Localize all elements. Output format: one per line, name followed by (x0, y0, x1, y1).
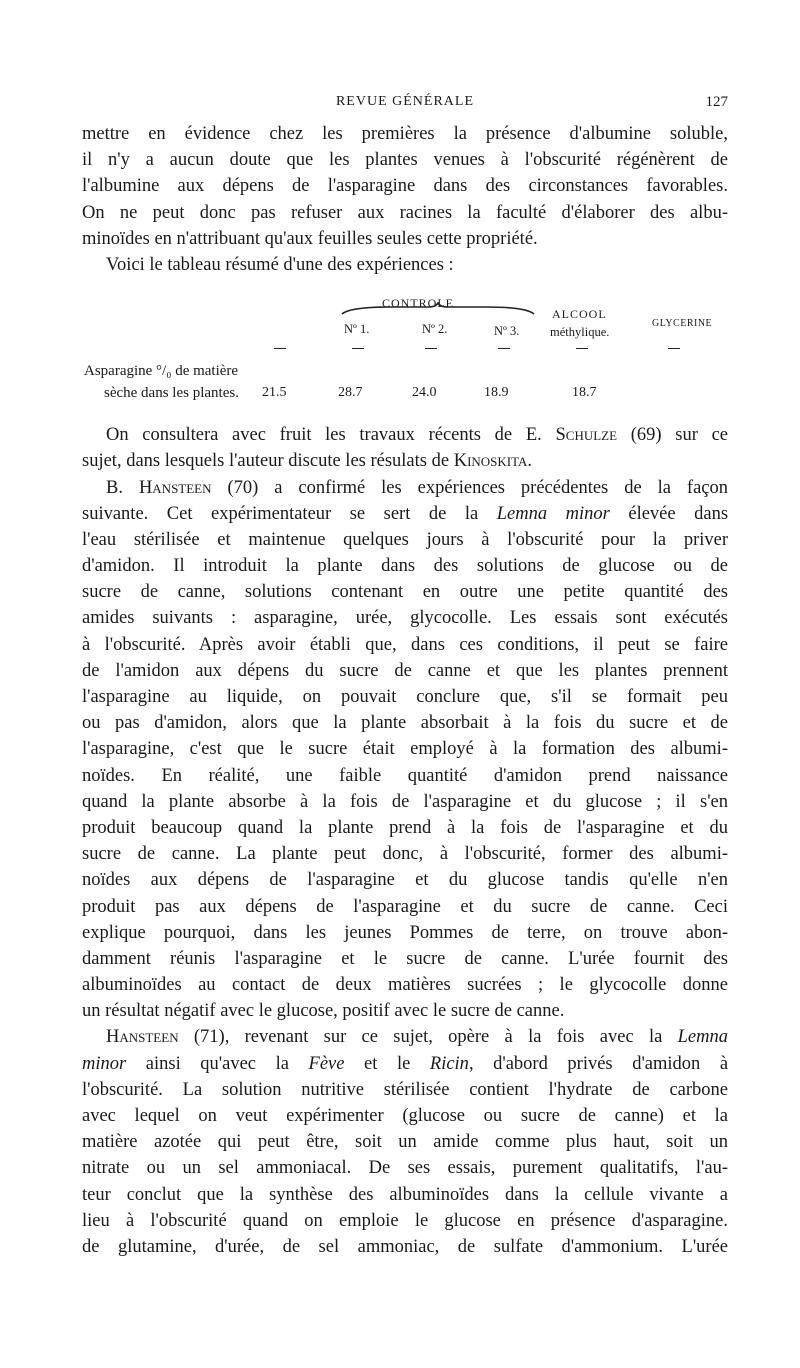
text-line: sujet, dans lesquels l'auteur discute les résulats de Kinoskita. (82, 451, 533, 472)
text-line: mettre en évidence chez les premières la présence d'albumine soluble, (82, 124, 728, 144)
dash-mark (498, 348, 510, 349)
text-line: de glutamine, d'urée, de sel ammoniac, de sulfate d'ammonium. L'urée (82, 1236, 728, 1257)
column-header: GLYCERINE (652, 318, 713, 330)
text-line: teur conclut que la synthèse des albuminoïdes dans la cellule vivante a (82, 1184, 728, 1205)
text-line: produit beaucoup quand la plante prend à la fois de l'asparagine et du (82, 817, 728, 838)
dash-mark (274, 348, 286, 349)
dash-mark (668, 348, 680, 349)
text-line: quand la plante absorbe à la fois de l'asparagine et du glucose ; il s'en (82, 791, 728, 812)
text-line: à l'obscurité. Après avoir établi que, dans ces conditions, il peut se faire (82, 634, 728, 655)
column-header: Nº 1. (344, 322, 370, 337)
text-line: d'amidon. Il introduit la plante dans des solutions de glucose ou de (82, 556, 728, 577)
paragraph-4 (82, 1024, 728, 1260)
paragraph-2 (82, 422, 728, 474)
text-line: explique pourquoi, dans les jeunes Pommes de terre, on trouve abon- (82, 922, 728, 943)
text-line: albuminoïdes au contact de deux matières sucrées ; le glycocolle donne (82, 975, 728, 996)
text-line: l'obscurité. La solution nutritive stérilisée contient l'hydrate de carbone (82, 1079, 728, 1100)
table-intro: Voici le tableau résumé d'une des expériences : (106, 254, 454, 275)
table-cell: 28.7 (338, 385, 363, 401)
text-line: un résultat négatif avec le glucose, positif avec le sucre de canne. (82, 1001, 565, 1022)
text-line: suivante. Cet expérimentateur se sert de la Lemna minor élevée dans (82, 503, 729, 524)
column-header: Nº 2. (422, 322, 448, 337)
running-title: REVUE GÉNÉRALE (335, 94, 475, 109)
table-cell: 21.5 (262, 385, 287, 401)
text-line: noïdes aux dépens de l'asparagine et du glucose tandis qu'elle n'en (82, 870, 728, 891)
column-header: ALCOOL (552, 307, 607, 322)
paragraph-1 (82, 121, 728, 278)
text-line: matière azotée qui peut être, soit un amide comme plus haut, soit un (82, 1132, 728, 1153)
dash-mark (352, 348, 364, 349)
text-line: sucre de canne. La plante peut donc, à l'obscurité, former des albumi- (82, 844, 728, 865)
dash-mark (425, 348, 437, 349)
text-line: l'asparagine, c'est que le sucre était employé à la formation des albumi- (82, 739, 728, 760)
text-line: il n'y a aucun doute que les plantes venues à l'obscurité régénèrent de (82, 150, 728, 171)
text-line: minoïdes en n'attribuant qu'aux feuilles seules cette propriété. (82, 228, 538, 249)
text-line: damment réunis l'asparagine et le sucre de canne. L'urée fournit des (82, 948, 728, 969)
table-cell: 18.7 (572, 385, 597, 401)
text-line: B. Hansteen (70) a confirmé les expériences précédentes de la façon (106, 477, 729, 498)
text-line: sucre de canne, solutions contenant en outre une petite quantité des (82, 582, 728, 603)
text-line: noïdes. En réalité, une faible quantité d'amidon prend naissance (82, 765, 728, 786)
text-line: minor ainsi qu'avec la Fève et le Ricin, d'abord privés d'amidon à (82, 1053, 729, 1074)
text-line: l'eau stérilisée et maintenue quelques jours à l'obscurité pour la priver (82, 529, 728, 550)
table-group-header: CONTROLE (382, 296, 454, 311)
text-line: nitrate ou un sel ammoniacal. De ses essais, purement qualitatifs, l'au- (82, 1158, 728, 1179)
table-cell: 24.0 (412, 385, 437, 401)
text-line: On consultera avec fruit les travaux récents de E. Schulze (69) sur ce (106, 425, 729, 446)
paragraph-3 (82, 475, 728, 1025)
text-line: avec lequel on veut expérimenter (glucose ou sucre de canne) et la (82, 1106, 728, 1126)
column-header: Nº 3. (494, 324, 520, 339)
text-line: l'albumine aux dépens de l'asparagine dans des circonstances favorables. (82, 176, 728, 197)
text-line: lieu à l'obscurité quand on emploie le glucose en présence d'asparagine. (82, 1210, 728, 1231)
row-label: sèche dans les plantes. (104, 385, 239, 402)
text-line: ou pas d'amidon, alors que la plante absorbait à la fois du sucre et de (82, 713, 728, 734)
body-text (82, 121, 728, 1260)
table-cell: 18.9 (484, 385, 509, 401)
text-line: produit pas aux dépens de l'asparagine et du sucre de canne. Ceci (82, 896, 728, 917)
page-number: 127 (705, 94, 728, 110)
row-label: Asparagine °/₀ de matière (84, 363, 239, 380)
data-table (82, 282, 728, 416)
text-line: Hansteen (71), revenant sur ce sujet, opère à la fois avec la Lemna (106, 1027, 729, 1048)
column-header: méthylique. (550, 325, 610, 340)
text-line: On ne peut donc pas refuser aux racines la faculté d'élaborer des albu- (82, 202, 728, 223)
text-line: de l'amidon aux dépens du sucre de canne et que les plantes prennent (82, 660, 728, 681)
table-brace (340, 302, 536, 316)
page-header (82, 94, 728, 116)
text-line: amides suivants : asparagine, urée, glycocolle. Les essais sont exécutés (82, 608, 728, 629)
text-line: l'asparagine au liquide, on pouvait conclure que, s'il se formait peu (82, 687, 728, 707)
dash-mark (576, 348, 588, 349)
